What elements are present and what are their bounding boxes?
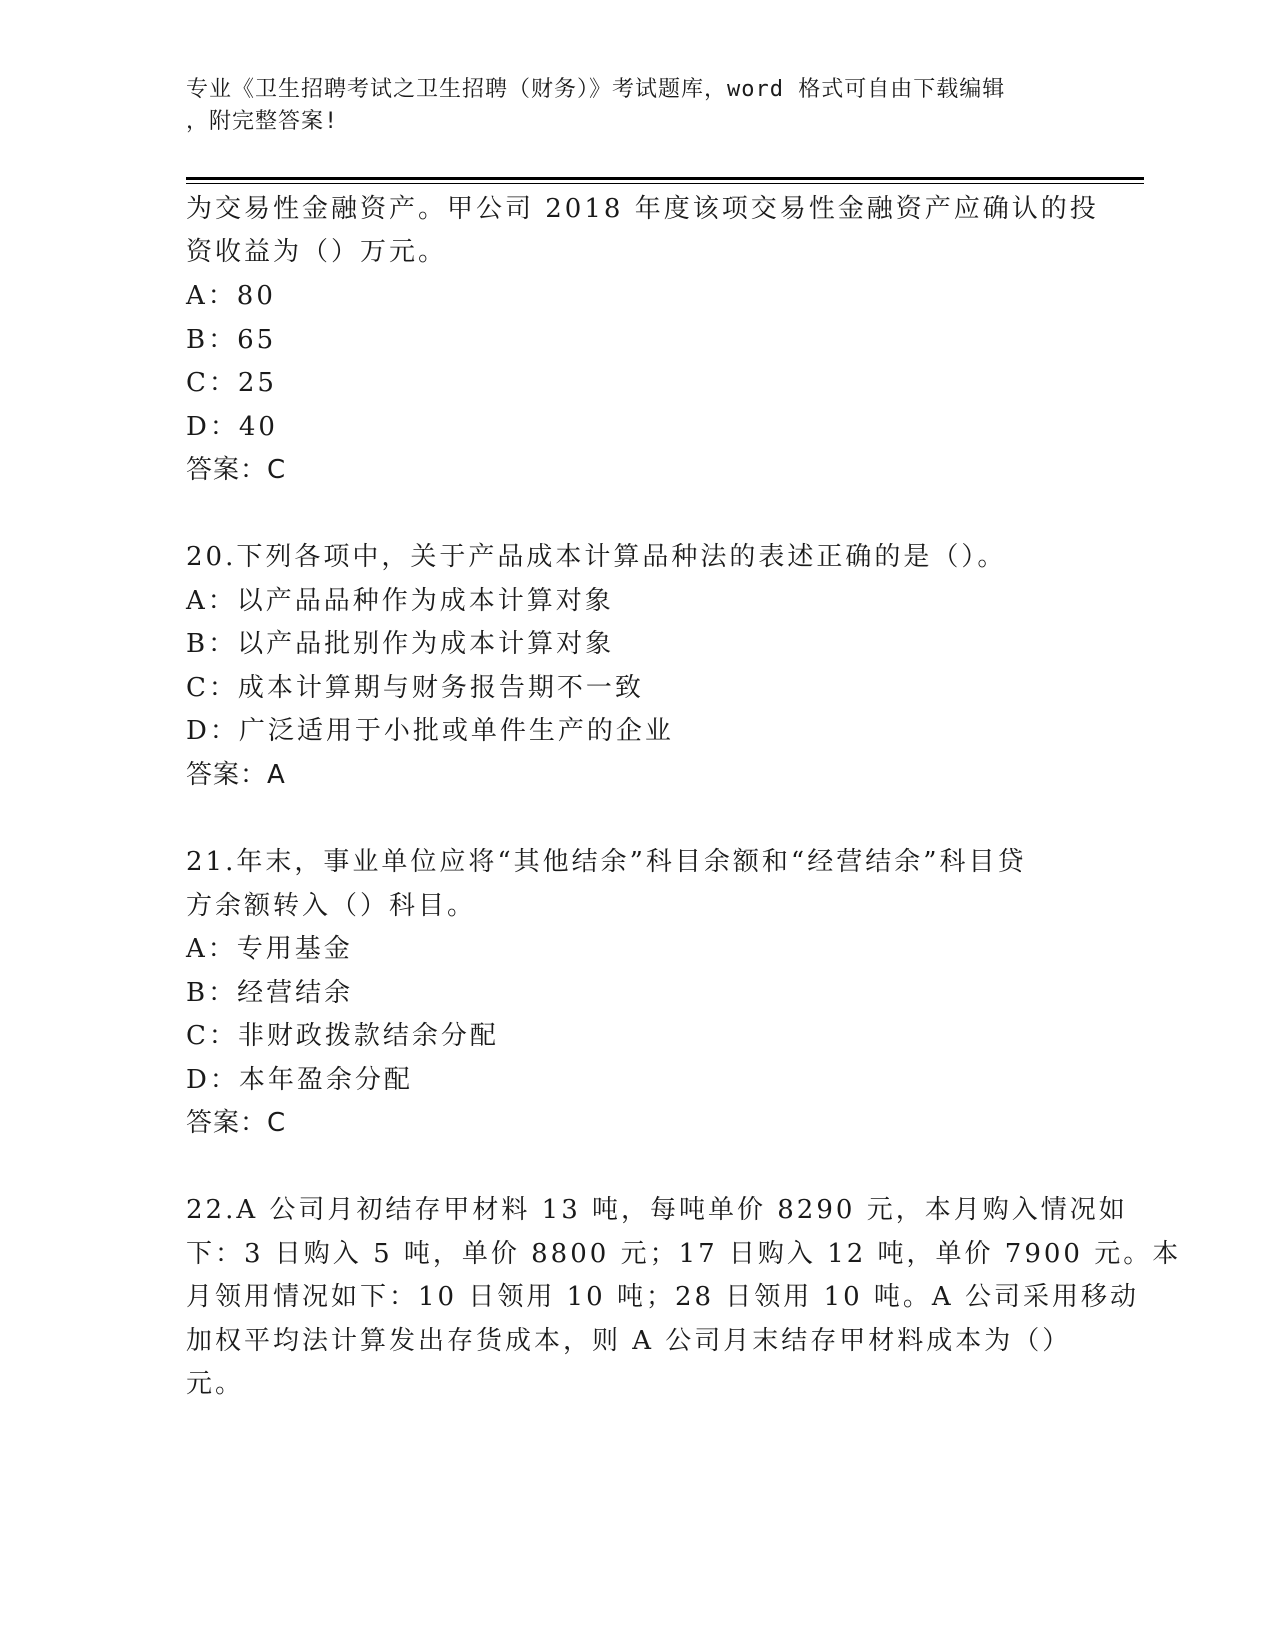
option-a: A：专用基金: [186, 934, 353, 964]
question-stem-line: 下：3 日购入 5 吨，单价 8800 元；17 日购入 12 吨，单价 7900 元。本: [186, 1239, 1182, 1269]
answer-line: 答案：A: [186, 760, 286, 790]
option-d: D：本年盈余分配: [186, 1065, 413, 1095]
document-header: [186, 74, 1066, 138]
question-stem-line: 22.A 公司月初结存甲材料 13 吨，每吨单价 8290 元，本月购入情况如: [186, 1195, 1128, 1225]
question-stem-line: 20.下列各项中，关于产品成本计算品种法的表述正确的是（）。: [186, 542, 1007, 572]
question-stem-line: 为交易性金融资产。甲公司 2018 年度该项交易性金融资产应确认的投: [186, 194, 1099, 224]
option-d: D：40: [186, 412, 278, 442]
question-stem-line: 月领用情况如下：10 日领用 10 吨；28 日领用 10 吨。A 公司采用移动: [186, 1282, 1139, 1312]
answer-line: 答案：C: [186, 1108, 287, 1138]
question-stem-line: 元。: [186, 1369, 245, 1399]
answer-line: 答案：C: [186, 455, 287, 485]
option-b: B：经营结余: [186, 978, 354, 1008]
header-divider-thick: [186, 177, 1144, 180]
question-stem-line: 加权平均法计算发出存货成本，则 A 公司月末结存甲材料成本为（）: [186, 1326, 1072, 1356]
header-line-1: 专业《卫生招聘考试之卫生招聘（财务）》考试题库，word 格式可自由下载编辑: [186, 77, 1006, 102]
question-stem-line: 21.年末，事业单位应将“其他结余”科目余额和“经营结余”科目贷: [186, 847, 1027, 877]
option-b: B：65: [186, 325, 277, 355]
option-a: A：以产品品种作为成本计算对象: [186, 586, 614, 616]
question-stem-line: 方余额转入（）科目。: [186, 891, 477, 921]
header-divider-thin: [186, 183, 1144, 184]
question-stem-line: 资收益为（）万元。: [186, 237, 448, 267]
header-line-2: ，附完整答案!: [186, 109, 339, 134]
option-a: A：80: [186, 281, 276, 311]
option-d: D：广泛适用于小批或单件生产的企业: [186, 716, 674, 746]
option-c: C：25: [186, 368, 277, 398]
option-c: C：成本计算期与财务报告期不一致: [186, 673, 644, 703]
option-c: C：非财政拨款结余分配: [186, 1021, 499, 1051]
option-b: B：以产品批别作为成本计算对象: [186, 629, 615, 659]
